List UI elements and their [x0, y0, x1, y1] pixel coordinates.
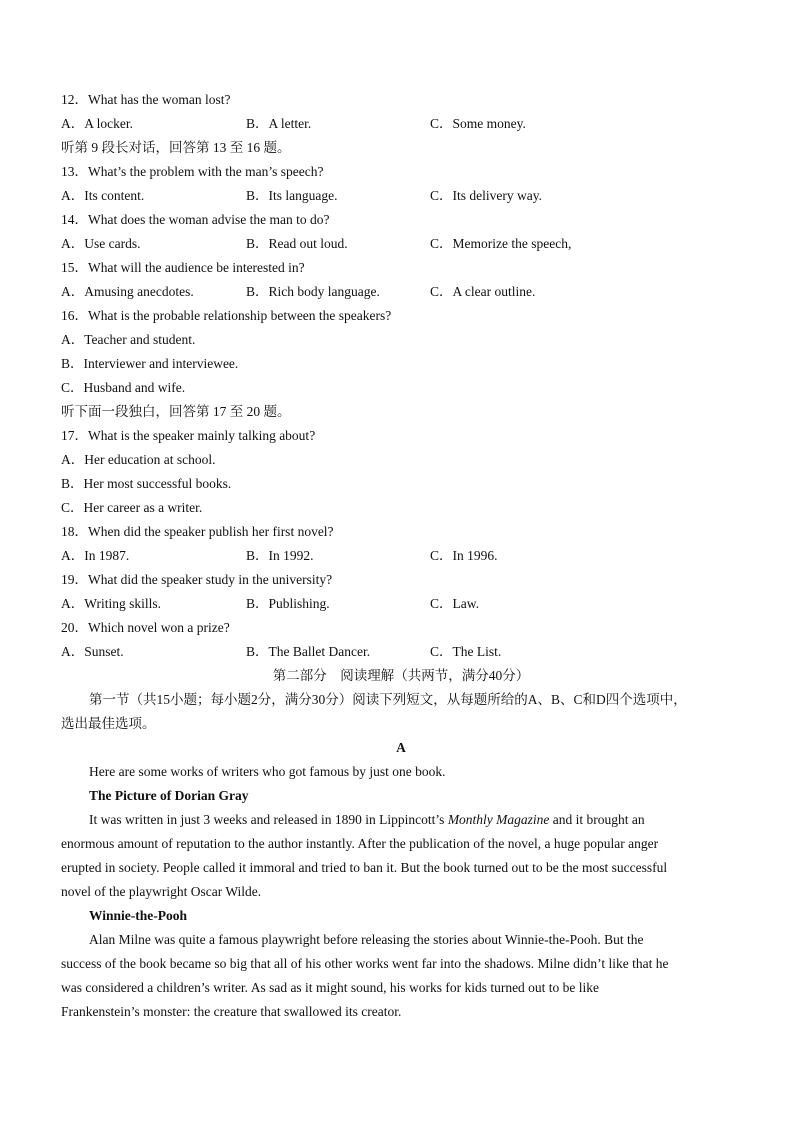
- option-b: B．Publishing.: [246, 596, 330, 611]
- question-15-options: [61, 280, 741, 304]
- option-a: A．Amusing anecdotes.: [61, 284, 194, 299]
- option-b: B．Rich body language.: [246, 284, 380, 299]
- question-12-options: [61, 112, 741, 136]
- question-19-options: [61, 592, 741, 616]
- question-16-stem: 16．What is the probable relationship between the speakers?: [61, 308, 392, 323]
- question-17-option-b: B．Her most successful books.: [61, 476, 232, 491]
- question-14-stem: 14．What does the woman advise the man to do?: [61, 212, 330, 227]
- question-19-stem: 19．What did the speaker study in the university?: [61, 572, 333, 587]
- book-title-winnie-the-pooh: Winnie-the-Pooh: [89, 908, 188, 923]
- question-20-stem: 20．Which novel won a prize?: [61, 620, 230, 635]
- option-a: A．A locker.: [61, 116, 133, 131]
- book2-line1: Alan Milne was quite a famous playwright before releasing the stories about Winnie-the-Pooh. But the: [89, 932, 644, 947]
- book2-line4: Frankenstein’s monster: the creature that swallowed its creator.: [61, 1004, 402, 1019]
- book1-line1: It was written in just 3 weeks and released in 1890 in Lippincott’s Monthly Magazine and it brought an: [89, 812, 645, 827]
- option-c: C．The List.: [430, 644, 502, 659]
- option-c: C．Law.: [430, 596, 479, 611]
- book-title-dorian-gray: The Picture of Dorian Gray: [89, 788, 249, 803]
- question-18-stem: 18．When did the speaker publish her first novel?: [61, 524, 334, 539]
- instruction-dialogue-9: 听第 9 段长对话，回答第 13 至 16 题。: [61, 140, 291, 155]
- option-b: B．Its language.: [246, 188, 338, 203]
- question-13-stem: 13．What’s the problem with the man’s speech?: [61, 164, 324, 179]
- option-b: B．A letter.: [246, 116, 312, 131]
- option-c: C．A clear outline.: [430, 284, 536, 299]
- option-b: B．The Ballet Dancer.: [246, 644, 371, 659]
- book1-line3: erupted in society. People called it immoral and tried to ban it. But the book turned out to be the most successful: [61, 860, 668, 875]
- question-16-option-b: B．Interviewer and interviewee.: [61, 356, 239, 371]
- option-a: A．Use cards.: [61, 236, 141, 251]
- option-c: C．Some money.: [430, 116, 526, 131]
- section-one-instruction-line2: 选出最佳选项。: [61, 716, 156, 731]
- magazine-title: Monthly Magazine: [447, 812, 550, 827]
- option-b: B．In 1992.: [246, 548, 314, 563]
- option-a: A．In 1987.: [61, 548, 130, 563]
- option-c: C．Memorize the speech,: [430, 236, 572, 251]
- question-17-stem: 17．What is the speaker mainly talking about?: [61, 428, 316, 443]
- part-two-title: 第二部分 阅读理解（共两节，满分40分）: [272, 668, 530, 683]
- option-c: C．Its delivery way.: [430, 188, 542, 203]
- question-12-stem: 12．What has the woman lost?: [61, 92, 231, 107]
- question-17-option-c: C．Her career as a writer.: [61, 500, 203, 515]
- instruction-monologue: 听下面一段独白，回答第 17 至 20 题。: [61, 404, 291, 419]
- option-c: C．In 1996.: [430, 548, 498, 563]
- passage-letter: A: [396, 740, 406, 755]
- book2-line2: success of the book became so big that all of his other works went far into the shadows. Milne didn’t like that he: [61, 956, 669, 971]
- question-15-stem: 15．What will the audience be interested in?: [61, 260, 305, 275]
- question-13-options: [61, 184, 741, 208]
- book2-line3: was considered a children’s writer. As sad as it might sound, his works for kids turned out to be like: [61, 980, 600, 995]
- book1-line4: novel of the playwright Oscar Wilde.: [61, 884, 262, 899]
- option-a: A．Sunset.: [61, 644, 124, 659]
- question-20-options: [61, 640, 741, 664]
- exam-page: [61, 88, 741, 1024]
- option-a: A．Writing skills.: [61, 596, 161, 611]
- option-b: B．Read out loud.: [246, 236, 348, 251]
- question-14-options: [61, 232, 741, 256]
- passage-intro: Here are some works of writers who got famous by just one book.: [89, 764, 446, 779]
- question-18-options: [61, 544, 741, 568]
- book1-line2: enormous amount of reputation to the author instantly. After the publication of the novel, a huge popular anger: [61, 836, 659, 851]
- section-one-instruction-line1: 第一节（共15小题；每小题2分，满分30分）阅读下列短文，从每题所给的A、B、C和D四个选项中，: [89, 692, 687, 707]
- question-16-option-c: C．Husband and wife.: [61, 380, 186, 395]
- question-16-option-a: A．Teacher and student.: [61, 332, 196, 347]
- option-a: A．Its content.: [61, 188, 145, 203]
- question-17-option-a: A．Her education at school.: [61, 452, 216, 467]
